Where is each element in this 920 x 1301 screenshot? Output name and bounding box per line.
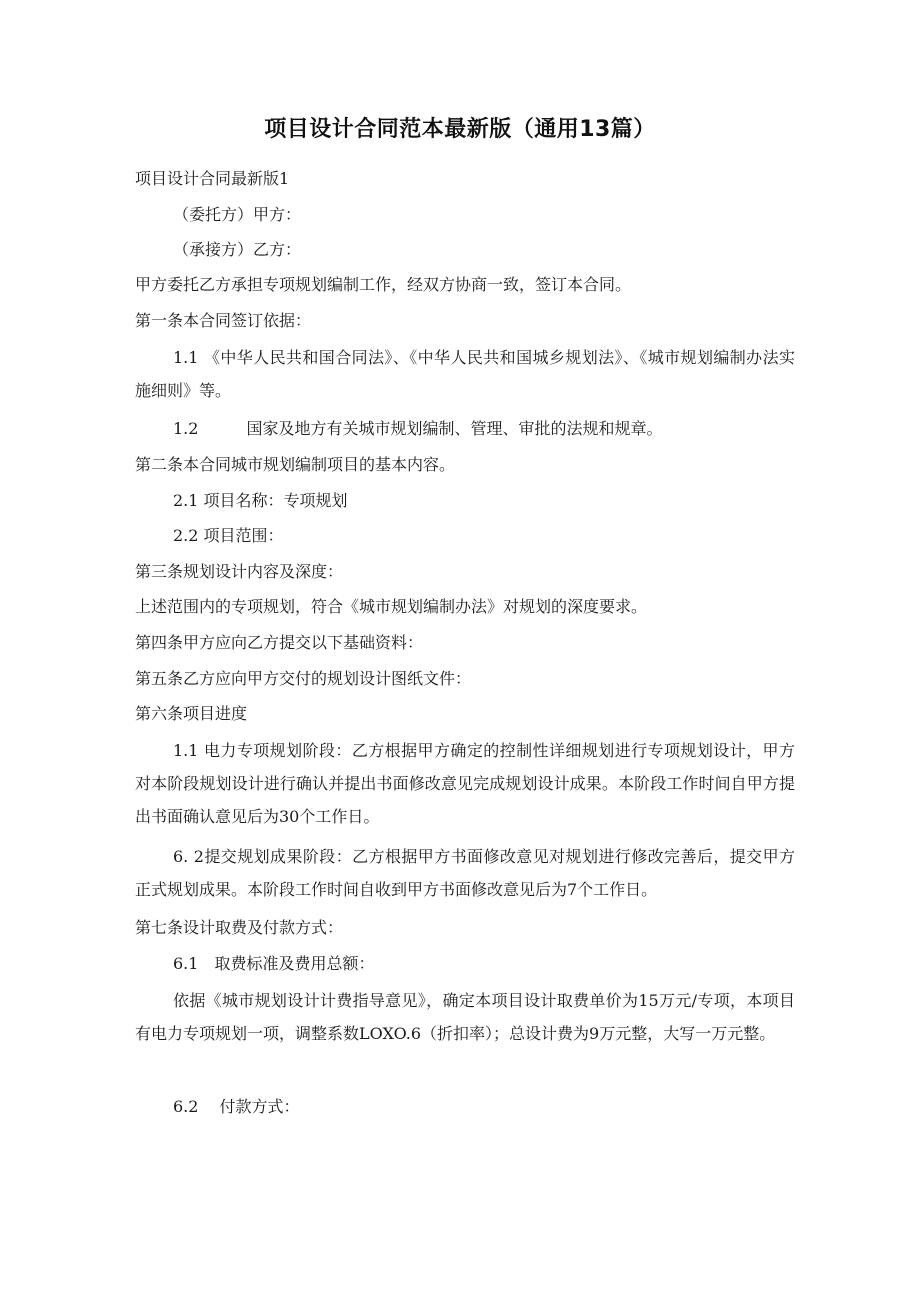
paragraph-article-5: 第五条乙方应向甲方交付的规划设计图纸文件： [135, 669, 472, 688]
paragraph-6-1-stage: 1.1 电力专项规划阶段：乙方根据甲方确定的控制性详细规划进行专项规划设计，甲方对本阶段规划设计进行确认并提出书面修改意见完成规划设计成果。本阶段工作时间自甲方提出书面确认意见后为30个工作日。 [135, 741, 795, 826]
paragraph-2-2: 2.2 项目范围： [173, 526, 284, 545]
document-title: 项目设计合同范本最新版（通用13篇） [264, 117, 656, 142]
paragraph-article-7: 第七条设计取费及付款方式： [135, 918, 344, 937]
paragraph-article-6: 第六条项目进度 [135, 704, 248, 723]
paragraph-6-2-stage: 6. 2提交规划成果阶段：乙方根据甲方书面修改意见对规划进行修改完善后，提交甲方正式规划成果。本阶段工作时间自收到甲方书面修改意见后为7个工作日。 [135, 847, 795, 899]
paragraph-scope: 上述范围内的专项规划，符合《城市规划编制办法》对规划的深度要求。 [135, 597, 648, 616]
paragraph-article-1: 第一条本合同签订依据： [135, 311, 312, 330]
paragraph-party-a: （委托方）甲方： [173, 205, 302, 224]
paragraph-1-1: 1.1 《中华人民共和国合同法》、《中华人民共和国城乡规划法》、《城市规划编制办法实施细则》等。 [135, 348, 795, 400]
paragraph-fee-standard: 6.1 取费标准及费用总额： [173, 954, 375, 973]
paragraph-2-1: 2.1 项目名称：专项规划 [173, 491, 348, 510]
paragraph-article-2: 第二条本合同城市规划编制项目的基本内容。 [135, 455, 456, 474]
paragraph-payment: 6.2 付款方式： [173, 1097, 300, 1116]
paragraph-article-4: 第四条甲方应向乙方提交以下基础资料： [135, 633, 424, 652]
paragraph-contract-heading: 项目设计合同最新版1 [135, 169, 290, 188]
paragraph-intro: 甲方委托乙方承担专项规划编制工作，经双方协商一致，签订本合同。 [135, 275, 632, 294]
paragraph-article-3: 第三条规划设计内容及深度： [135, 562, 344, 581]
paragraph-party-b: （承接方）乙方： [173, 240, 302, 259]
paragraph-fee-detail: 依据《城市规划设计计费指导意见》，确定本项目设计取费单价为15万元/专项，本项目有电力专项规划一项，调整系数LOXO.6（折扣率）；总设计费为9万元整，大写一万元整。 [135, 991, 795, 1043]
paragraph-1-2: 1.2 国家及地方有关城市规划编制、管理、审批的法规和规章。 [173, 419, 663, 438]
